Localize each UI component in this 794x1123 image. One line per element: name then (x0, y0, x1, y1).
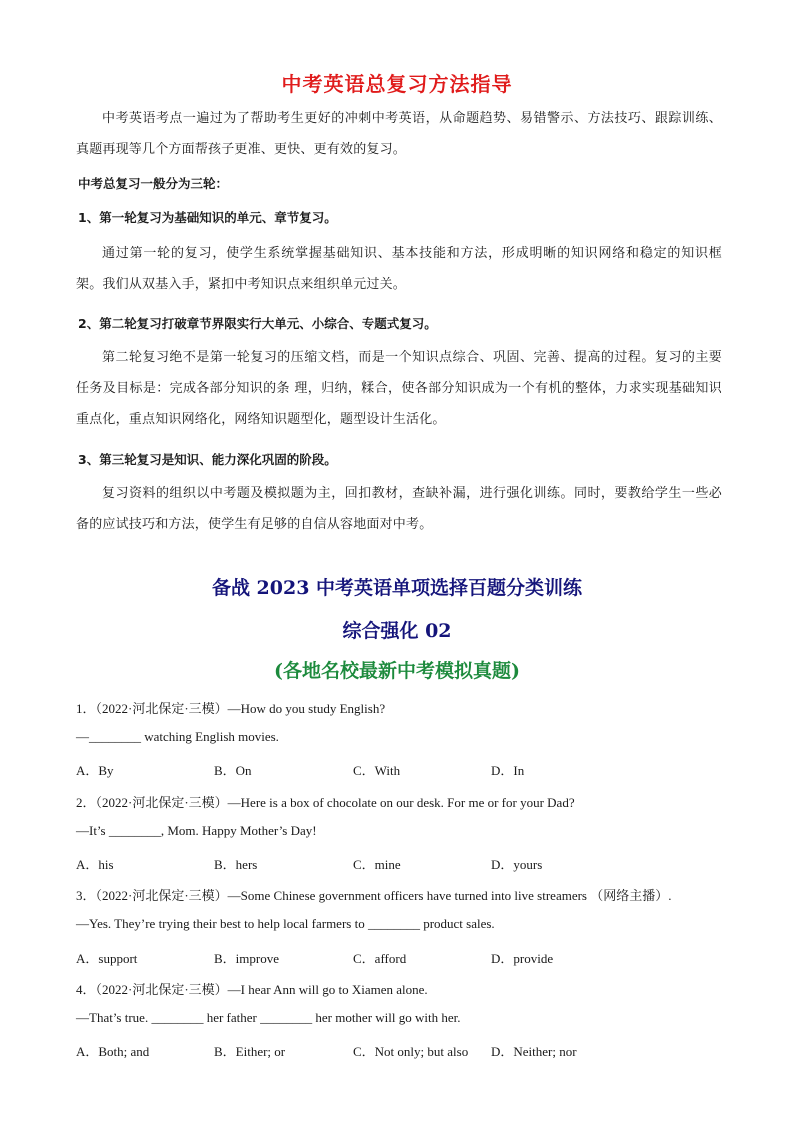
round1-heading: 1、第一轮复习为基础知识的单元、章节复习。 (78, 210, 337, 225)
round2-heading: 2、第二轮复习打破章节界限实行大单元、小综合、专题式复习。 (78, 316, 437, 331)
option-d: D．yours (491, 857, 543, 872)
option-c: C．mine (353, 857, 401, 872)
question-3-reply: —Yes. They’re trying their best to help local farmers to ________ product sales. (76, 916, 495, 931)
option-b: B．Either; or (214, 1044, 286, 1059)
option-a: A．By (76, 763, 114, 778)
question-1-options (76, 760, 736, 778)
question-1-reply: —________ watching English movies. (76, 729, 279, 744)
option-d: D．provide (491, 951, 554, 966)
question-4-options (76, 1041, 736, 1059)
round3-body: 复习资料的组织以中考题及模拟题为主，回扣教材，查缺补漏，进行强化训练。同时，要教给学生一些必备的应试技巧和方法，使学生有足够的自信从容地面对中考。 (76, 486, 722, 532)
option-c: C．With (353, 763, 401, 778)
option-c: C．afford (353, 951, 407, 966)
option-d: D．Neither; nor (491, 1044, 577, 1059)
option-a: A．Both; and (76, 1044, 150, 1059)
section-title: 备战 2023 中考英语单项选择百题分类训练 (211, 577, 583, 599)
option-b: B．improve (214, 951, 279, 966)
question-2-stem: 2．（2022·河北保定·三模）—Here is a box of chocolate on our desk. For me or for your Dad? (76, 795, 575, 810)
question-4-stem: 4．（2022·河北保定·三模）—I hear Ann will go to Xiamen alone. (76, 982, 428, 997)
rounds-heading: 中考总复习一般分为三轮： (78, 176, 229, 191)
round2-body: 第二轮复习绝不是第一轮复习的压缩文档，而是一个知识点综合、巩固、完善、提高的过程。复习的主要任务及目标是：完成各部分知识的条 理，归纳，糅合，使各部分知识成为一个有机的整体，力求实现基础知识重点化，重点知识网络化，网络知识题型化，题型设计生活化。 (76, 350, 722, 427)
question-4-reply: —That’s true. ________ her father ________ her mother will go with her. (76, 1010, 461, 1025)
option-b: B．hers (214, 857, 258, 872)
question-3-stem: 3．（2022·河北保定·三模）—Some Chinese government officers have turned into live streamers （网络主播）. (76, 888, 672, 903)
option-a: A．his (76, 857, 114, 872)
round3-heading: 3、第三轮复习是知识、能力深化巩固的阶段。 (78, 452, 337, 467)
option-b: B．On (214, 763, 252, 778)
question-1-stem: 1．（2022·河北保定·三模）—How do you study English? (76, 701, 386, 716)
section-subtitle: 综合强化 02 (342, 620, 452, 642)
main-title: 中考英语总复习方法指导 (281, 72, 513, 96)
round1-body: 通过第一轮的复习，使学生系统掌握基础知识、基本技能和方法，形成明晰的知识网络和稳定的知识框架。我们从双基入手，紧扣中考知识点来组织单元过关。 (76, 246, 722, 292)
question-3-options (76, 948, 736, 966)
question-2-options (76, 854, 736, 872)
section-source: (各地名校最新中考模拟真题) (274, 660, 520, 682)
option-a: A．support (76, 951, 138, 966)
option-d: D．In (491, 763, 525, 778)
option-c: C．Not only; but also (353, 1044, 469, 1059)
question-2-reply: —It’s ________, Mom. Happy Mother’s Day! (76, 823, 317, 838)
intro-paragraph: 中考英语考点一遍过为了帮助考生更好的冲刺中考英语，从命题趋势、易错警示、方法技巧、跟踪训练、真题再现等几个方面帮孩子更准、更快、更有效的复习。 (76, 111, 722, 157)
